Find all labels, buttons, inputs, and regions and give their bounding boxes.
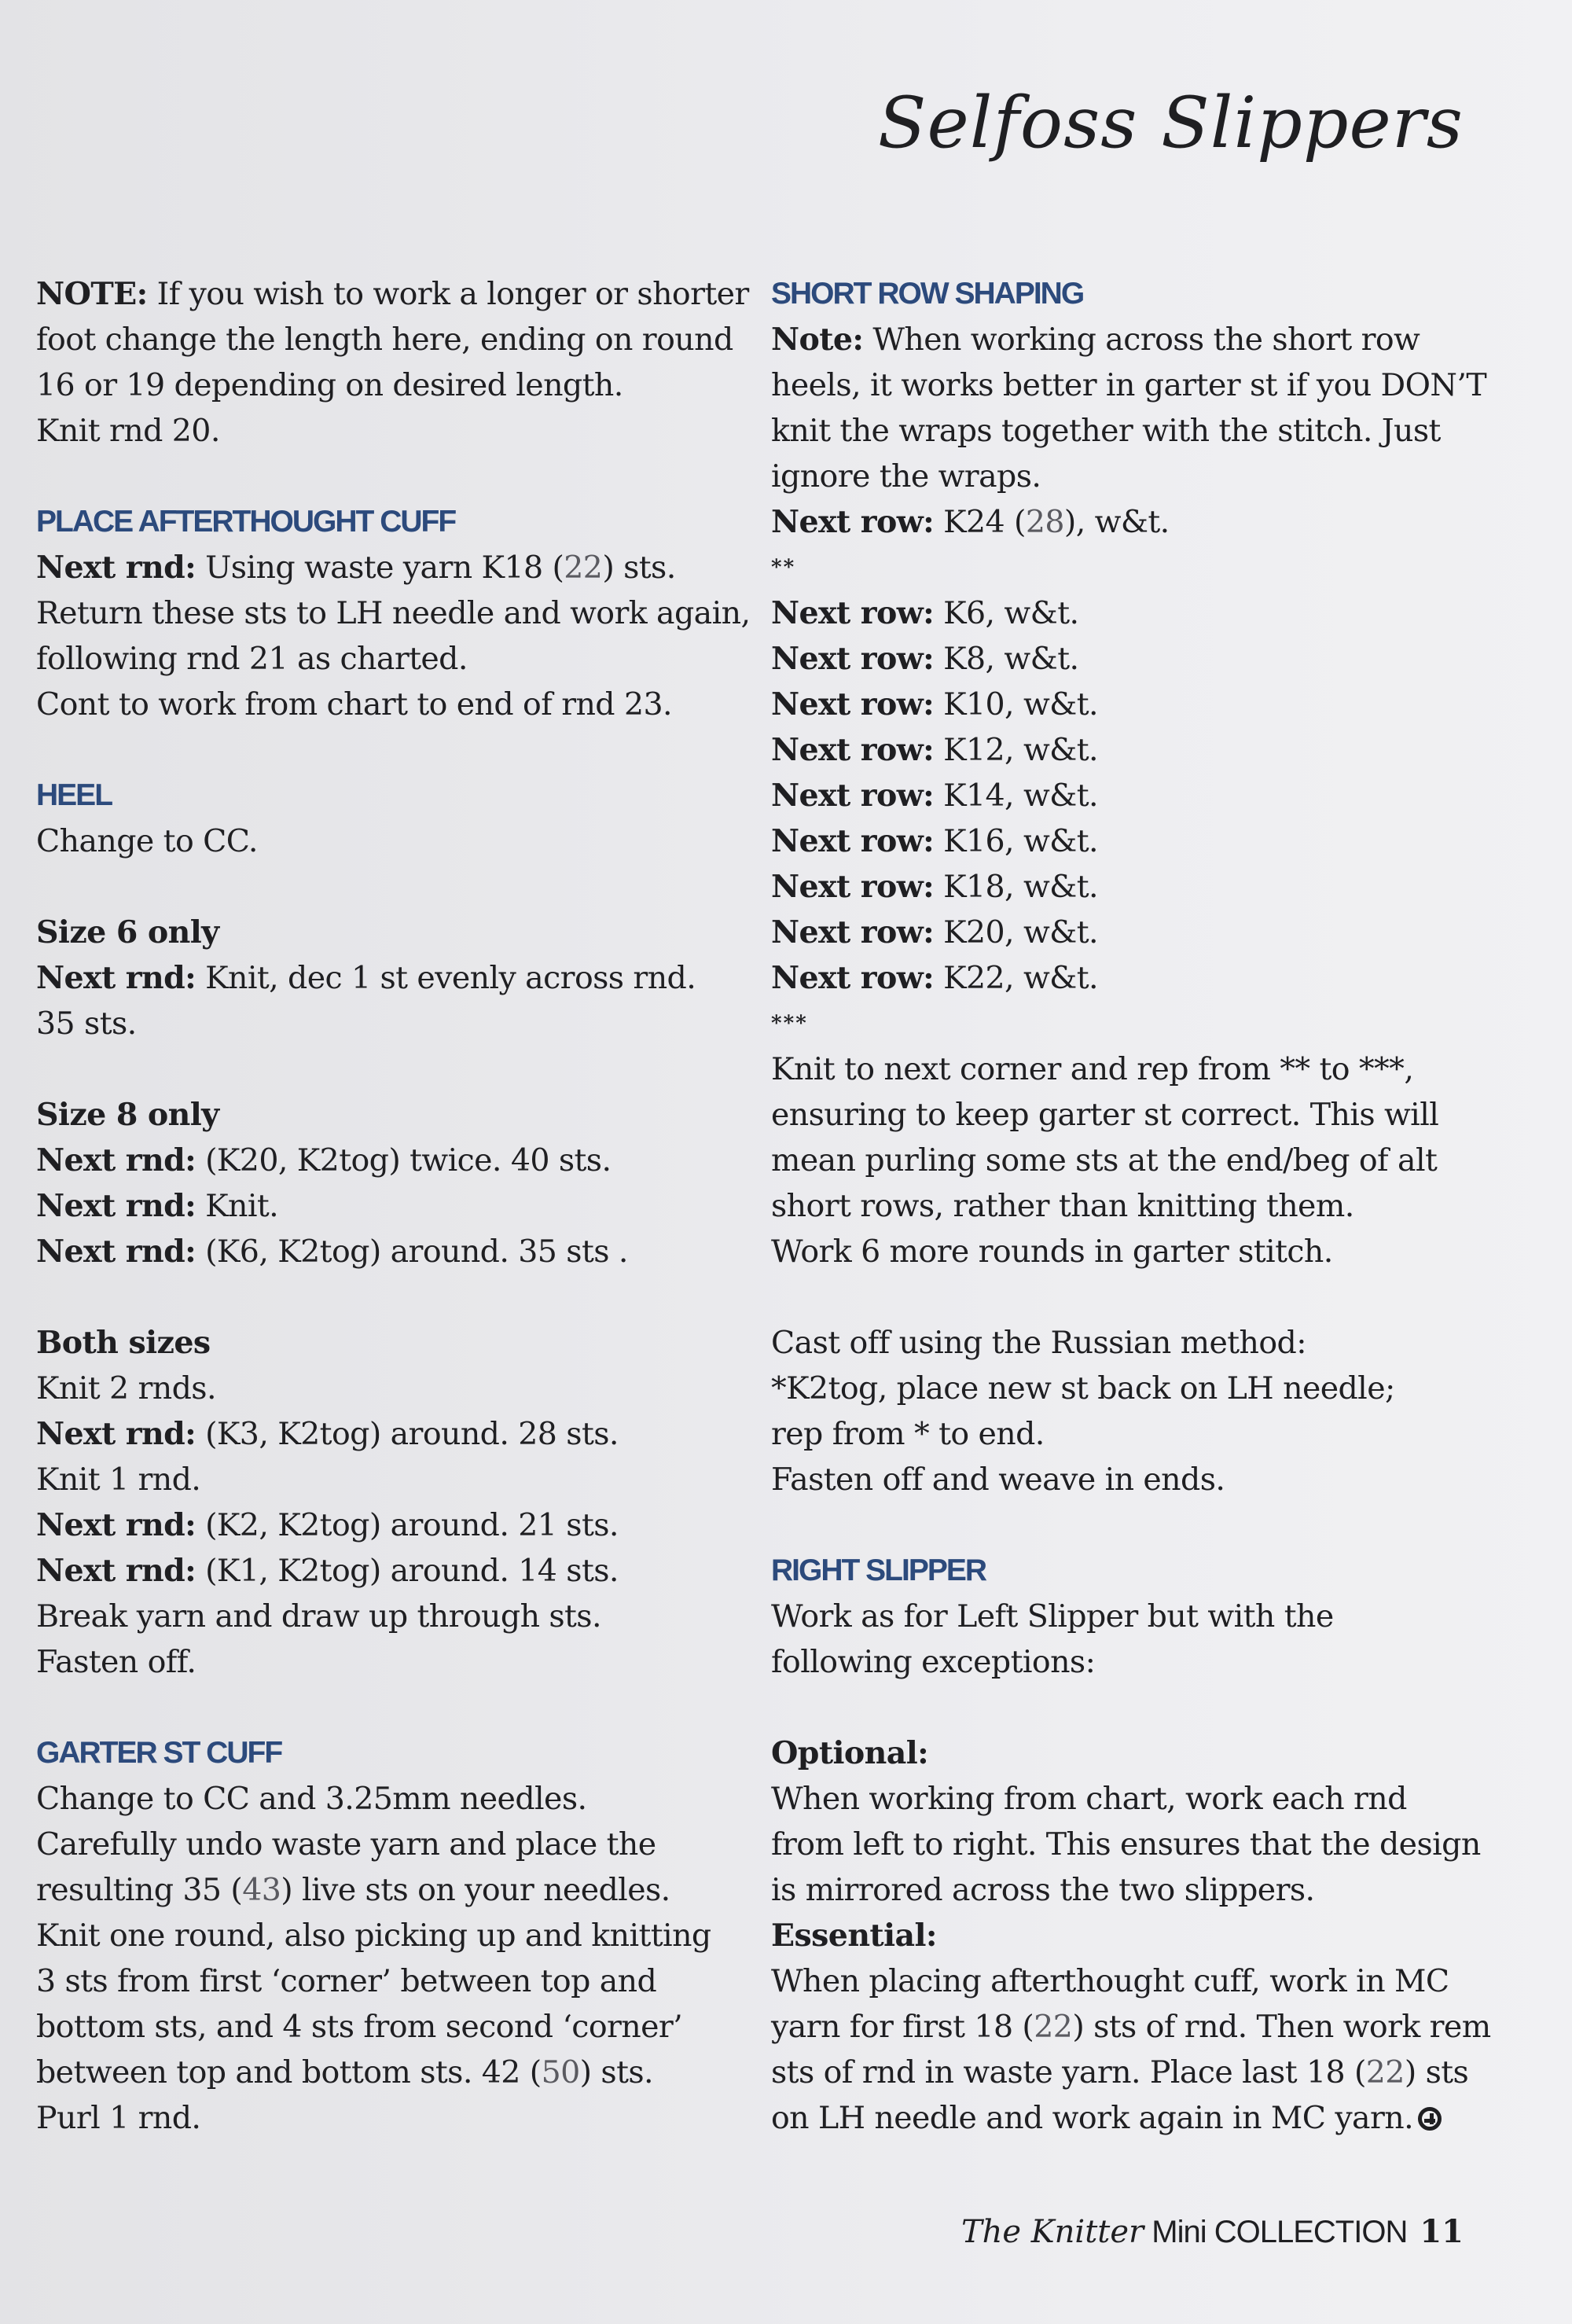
text-line: Return these sts to LH needle and work again, <box>36 595 751 631</box>
short-row-line: Next row: K6, w&t. <box>771 595 1079 631</box>
note-line <box>36 271 749 317</box>
text-line: Cast off using the Russian method: <box>771 1325 1306 1361</box>
text-line: short rows, rather than knitting them. <box>771 1188 1354 1224</box>
text-line: Fasten off. <box>36 1644 196 1680</box>
short-row-line: Next row: K10, w&t. <box>771 686 1098 723</box>
instruction-line: Next rnd: (K20, K2tog) twice. 40 sts. <box>36 1142 612 1179</box>
subheading-optional: Optional: <box>771 1735 929 1771</box>
text-line: When placing afterthought cuff, work in MC <box>771 1963 1449 1999</box>
text-line: Purl 1 rnd. <box>36 2100 201 2136</box>
text-line: knit the wraps together with the stitch. Just <box>771 413 1441 449</box>
text-line: Change to CC. <box>36 823 258 859</box>
text-line: yarn for first 18 (22) sts of rnd. Then work rem <box>771 2009 1491 2045</box>
section-heading-heel: HEEL <box>36 778 112 812</box>
instruction-line: Next rnd: (K3, K2tog) around. 28 sts. <box>36 1416 619 1452</box>
right-column <box>771 271 1491 2141</box>
instruction-line: Next rnd: Using waste yarn K18 (22) sts. <box>36 550 676 586</box>
note-line: Note: When working across the short row <box>771 322 1420 358</box>
text-line: rep from * to end. <box>771 1416 1045 1452</box>
page-number: 11 <box>1420 2213 1464 2250</box>
text-line: *K2tog, place new st back on LH needle; <box>771 1370 1395 1407</box>
repeat-end-marker: *** <box>771 1012 808 1035</box>
short-row-line: Next row: K12, w&t. <box>771 732 1098 768</box>
note-label: NOTE: <box>36 276 148 312</box>
instruction-line: Next rnd: (K6, K2tog) around. 35 sts . <box>36 1234 628 1270</box>
text-line: foot change the length here, ending on round <box>36 322 733 358</box>
text-line: Knit 2 rnds. <box>36 1370 216 1407</box>
text-line: Knit 1 rnd. <box>36 1462 201 1498</box>
section-heading-right-slipper: RIGHT SLIPPER <box>771 1554 986 1587</box>
text-line: ignore the wraps. <box>771 458 1041 495</box>
note-text: If you wish to work a longer or shorter <box>147 276 749 312</box>
page-title: Selfoss Slippers <box>877 82 1464 164</box>
text-line: Break yarn and draw up through sts. <box>36 1598 601 1635</box>
text-line: following rnd 21 as charted. <box>36 641 468 677</box>
text-line: is mirrored across the two slippers. <box>771 1872 1315 1908</box>
end-mark-icon <box>1418 2107 1442 2131</box>
instruction-line: Next rnd: Knit, dec 1 st evenly across rnd. <box>36 960 696 996</box>
text-line: on LH needle and work again in MC yarn. <box>771 2095 1478 2141</box>
text-line: 3 sts from first ‘corner’ between top and <box>36 1963 657 1999</box>
subheading-size-8: Size 8 only <box>36 1097 219 1133</box>
short-row-line: Next row: K22, w&t. <box>771 960 1098 996</box>
text-line: Knit rnd 20. <box>36 413 220 449</box>
text-line: Work as for Left Slipper but with the <box>771 1598 1334 1635</box>
short-row-line: Next row: K16, w&t. <box>771 823 1098 859</box>
text-line: Knit one round, also picking up and knitting <box>36 1918 711 1954</box>
left-column <box>36 271 751 2141</box>
magazine-name: The Knitter <box>960 2214 1144 2250</box>
section-heading-garter-cuff: GARTER ST CUFF <box>36 1736 282 1770</box>
page-footer <box>961 2213 1464 2250</box>
short-row-line: Next row: K8, w&t. <box>771 641 1079 677</box>
instruction-line: Next rnd: (K1, K2tog) around. 14 sts. <box>36 1553 619 1589</box>
section-heading-place-cuff: PLACE AFTERTHOUGHT CUFF <box>36 505 456 539</box>
next-rnd-label: Next rnd: <box>36 550 196 586</box>
text-line: Work 6 more rounds in garter stitch. <box>771 1234 1333 1270</box>
text-line: Change to CC and 3.25mm needles. <box>36 1781 587 1817</box>
text-line: from left to right. This ensures that the design <box>771 1826 1481 1863</box>
text-line: bottom sts, and 4 sts from second ‘corner’ <box>36 2009 683 2045</box>
text-line: between top and bottom sts. 42 (50) sts. <box>36 2054 653 2090</box>
text-line: sts of rnd in waste yarn. Place last 18 (22) sts <box>771 2054 1469 2090</box>
text-line: following exceptions: <box>771 1644 1096 1680</box>
subheading-essential: Essential: <box>771 1918 937 1954</box>
text-line: resulting 35 (43) live sts on your needles. <box>36 1872 670 1908</box>
repeat-start-marker: ** <box>771 556 796 579</box>
text-line: Carefully undo waste yarn and place the <box>36 1826 656 1863</box>
text-line: 35 sts. <box>36 1006 137 1042</box>
text-line: Fasten off and weave in ends. <box>771 1462 1225 1498</box>
short-row-line: Next row: K18, w&t. <box>771 869 1098 905</box>
subheading-size-6: Size 6 only <box>36 914 219 951</box>
subheading-both-sizes: Both sizes <box>36 1325 211 1361</box>
instruction-line: Next rnd: Knit. <box>36 1188 279 1224</box>
instruction-line: Next rnd: (K2, K2tog) around. 21 sts. <box>36 1507 619 1543</box>
collection-name: Mini COLLECTION <box>1144 2215 1408 2249</box>
short-row-line: Next row: K20, w&t. <box>771 914 1098 951</box>
text-line: heels, it works better in garter st if you DON’T <box>771 367 1487 403</box>
text-line: When working from chart, work each rnd <box>771 1781 1407 1817</box>
section-heading-short-row: SHORT ROW SHAPING <box>771 277 1084 311</box>
text-line: 16 or 19 depending on desired length. <box>36 367 623 403</box>
instruction-line: Next row: K24 (28), w&t. <box>771 504 1170 540</box>
short-row-line: Next row: K14, w&t. <box>771 778 1098 814</box>
text-line: Cont to work from chart to end of rnd 23. <box>36 686 672 723</box>
text-line: Knit to next corner and rep from ** to ***, <box>771 1051 1414 1087</box>
text-line: mean purling some sts at the end/beg of alt <box>771 1142 1438 1179</box>
text-line: ensuring to keep garter st correct. This will <box>771 1097 1439 1133</box>
